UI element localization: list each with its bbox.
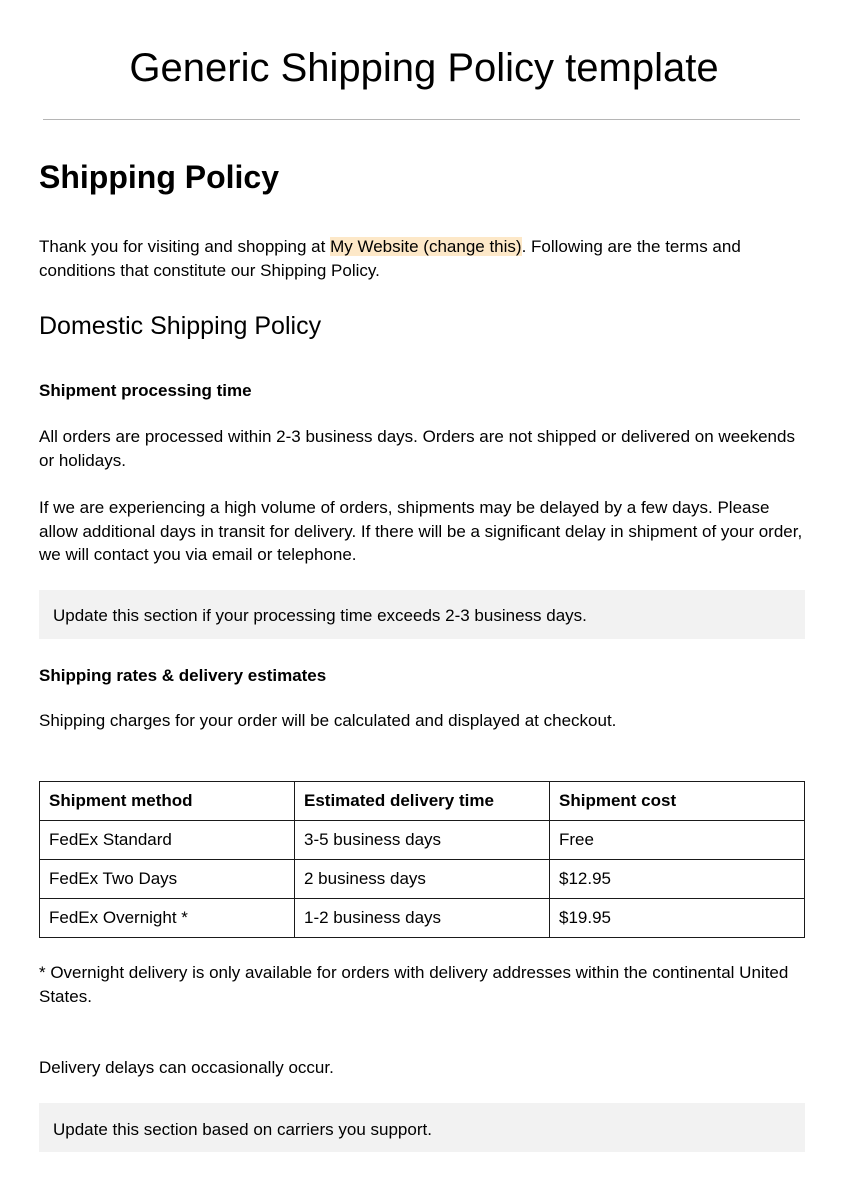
table-row [40, 899, 805, 938]
table-cell: Free [550, 821, 805, 860]
intro-text-before: Thank you for visiting and shopping at [39, 237, 331, 256]
table-row [40, 860, 805, 899]
table-header-cell: Estimated delivery time [295, 782, 550, 821]
rates-heading: Shipping rates & delivery estimates [39, 666, 327, 685]
domestic-shipping-heading: Domestic Shipping Policy [39, 312, 322, 340]
table-cell: FedEx Standard [40, 821, 295, 860]
processing-paragraph-2: If we are experiencing a high volume of orders, shipments may be delayed by a few days. Please allow additional days in transit for delivery. If there will be a significant delay in shipment of your order, we will contact you via email or telephone. [39, 498, 803, 564]
delivery-delays-text: Delivery delays can occasionally occur. [39, 1058, 334, 1077]
rates-paragraph: Shipping charges for your order will be calculated and displayed at checkout. [39, 711, 617, 730]
table-header-row [40, 782, 805, 821]
title-divider [43, 119, 800, 120]
intro-paragraph [39, 235, 809, 282]
intro-text-after: . Following are the terms and conditions that constitute our Shipping Policy. [39, 237, 741, 280]
processing-time-heading: Shipment processing time [39, 381, 252, 400]
page-heading: Shipping Policy [39, 159, 280, 195]
table-cell: 3-5 business days [295, 821, 550, 860]
overnight-footnote: * Overnight delivery is only available for orders with delivery addresses within the continental United States. [39, 963, 789, 1006]
processing-note: Update this section if your processing time exceeds 2-3 business days. [39, 590, 805, 639]
table-cell: $19.95 [550, 899, 805, 938]
table-cell: 2 business days [295, 860, 550, 899]
table-row [40, 821, 805, 860]
table-header-cell: Shipment cost [550, 782, 805, 821]
table-cell: $12.95 [550, 860, 805, 899]
table-header-cell: Shipment method [40, 782, 295, 821]
table-cell: 1-2 business days [295, 899, 550, 938]
table-cell: FedEx Two Days [40, 860, 295, 899]
processing-paragraph-1: All orders are processed within 2-3 business days. Orders are not shipped or delivered on weekends or holidays. [39, 427, 795, 470]
website-name-highlight: My Website (change this) [330, 237, 522, 256]
document-title: Generic Shipping Policy template [129, 46, 719, 90]
table-cell: FedEx Overnight * [40, 899, 295, 938]
carriers-note: Update this section based on carriers you support. [39, 1103, 805, 1152]
shipping-rates-table [39, 781, 805, 938]
